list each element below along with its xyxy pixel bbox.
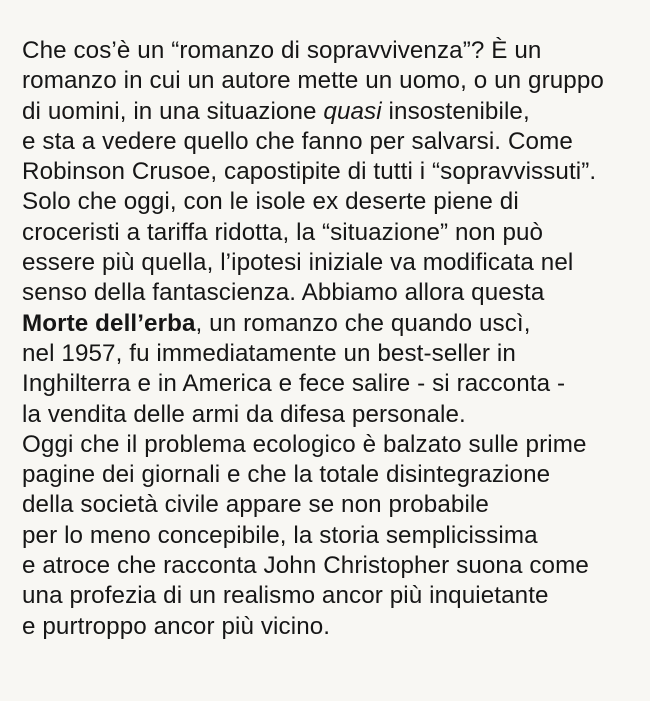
italic-word: quasi [323,97,382,125]
text-line-10 [22,309,642,339]
text-segment: di uomini, in una situazione [22,97,324,125]
text-line-7: croceristi a tariffa ridotta, la “situazione” non può [22,218,544,246]
text-line-9: senso della fantascienza. Abbiamo allora questa [22,279,545,307]
book-title: Morte dell’erba [22,309,196,337]
text-line-11: nel 1957, fu immediatamente un best-seller in [22,339,516,367]
text-line-12: Inghilterra e in America e fece salire - si racconta - [22,370,566,398]
text-line-15: pagine dei giornali e che la totale disintegrazione [22,461,551,489]
text-line-20: e purtroppo ancor più vicino. [22,612,331,640]
text-segment: , un romanzo che quando uscì, [195,309,531,337]
text-line-8: essere più quella, l’ipotesi iniziale va modificata nel [22,249,574,277]
text-line-18: e atroce che racconta John Christopher suona come [22,552,589,580]
text-line-1: Che cos’è un “romanzo di sopravvivenza”? È un [22,37,542,64]
text-line-3 [22,97,642,127]
text-line-2: romanzo in cui un autore mette un uomo, o un gruppo [22,67,604,95]
text-line-4: e sta a vedere quello che fanno per salvarsi. Come [22,127,573,155]
text-line-5: Robinson Crusoe, capostipite di tutti i “sopravvissuti”. [22,158,597,186]
text-line-6: Solo che oggi, con le isole ex deserte piene di [22,188,519,216]
text-line-17: per lo meno concepibile, la storia semplicissima [22,521,538,549]
blurb-text [22,36,642,642]
text-line-19: una profezia di un realismo ancor più inquietante [22,582,549,610]
text-line-13: la vendita delle armi da difesa personale. [22,400,466,428]
text-line-14: Oggi che il problema ecologico è balzato sulle prime [22,430,587,458]
text-segment: insostenibile, [381,97,530,125]
text-line-16: della società civile appare se non probabile [22,491,489,519]
